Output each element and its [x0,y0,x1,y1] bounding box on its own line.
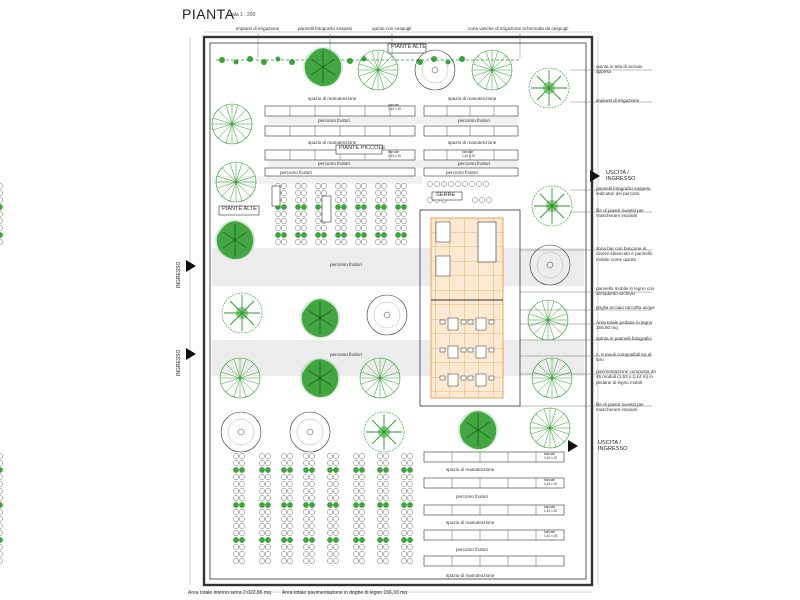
note-photo-wing: quinta in pannelli fotografici [596,336,652,341]
exit-label-1: USCITA / INGRESSO [606,170,636,183]
bench-tag-6: bancale 1,44 x 20 [544,505,558,513]
label-path-4: percorso fruitori [458,161,490,166]
exit-arrow-right-1 [590,170,600,182]
entrance-label-1: INGRESSO [176,261,182,288]
exit-arrow-right-2 [568,440,578,452]
scale-label: scala 1 : 200 [227,12,256,18]
label-path-8: percorso fruitori [330,352,362,357]
label-maintenance-3: spazio di manutenzione [308,140,357,145]
label-path-9: percorso fruitori [456,494,488,499]
bench-tag-4: bancale 1,44 x 20 [544,452,558,460]
bench-tag-2: bancale 1,44 x 20 [388,150,402,158]
note-photo-panels: pannelli fotografici sospesi indicatori dei percorsi [596,186,650,197]
bar-counter [478,222,496,262]
grey-path-2 [212,340,584,376]
label-tanks-top: zona vasche di irrigazione schermata da cespugli [468,26,569,31]
note-pillars-1: file di piastri rivestiti per mascherare impianti [596,208,644,219]
label-piante-piccole: PIANTE PICCOLE [339,145,386,151]
note-flooring: pavimentazione composta da 45 moduli (1,63 x 2,14 m) in pedane di legno mobili [596,369,656,385]
label-maintenance-2: spazio di manutenzione [448,96,497,101]
label-piante-alte-top: PIANTE ALTE [391,44,427,50]
page-title: PIANTA [182,6,235,22]
label-path-2: percorso fruitori [458,118,490,123]
label-piante-alte-left: PIANTE ALTE [222,206,258,212]
bench-tag-7: bancale 1,44 x 20 [544,530,558,538]
note-steel-curtain: quinta in tela di acciaio appesa [596,64,643,75]
pot-grid-lower [0,453,413,563]
grey-path-1 [212,248,584,286]
label-path-5: percorso fruitori [280,170,312,175]
bench-tag-5: bancale 1,44 x 20 [544,478,558,486]
label-path-10: percorso fruitori [456,547,488,552]
note-tables: n. 6 tavoli componibili tra di loro [596,352,652,363]
label-irrigation-top: impianti di irrigazione [236,26,280,31]
entrance-label-2: INGRESSO [176,349,182,376]
footer-area-pedane: Area totale pavimentazione in doghe di legno 156,33 mq [282,590,408,596]
note-platform-area: Area totale pedane in legno 156,60 mq [596,320,653,331]
note-irrigation: impianti di irrigazione [596,98,640,103]
label-serre: SERRE [436,192,456,198]
label-maintenance-1: spazio di manutenzione [308,96,357,101]
label-path-3: percorso fruitori [318,161,350,166]
label-photo-panels-top: pannelli fotografici sospesi [298,26,352,31]
entrance-arrow-left-1 [186,260,196,272]
note-pillars-2: file di piastri rivestiti per mascherare impianti [596,402,644,413]
entrance-arrow-left-2 [186,348,196,360]
label-path-1: percorso fruitori [318,118,350,123]
exit-label-2: USCITA / INGRESSO [598,440,628,453]
label-bush-wing-top: quinta con cespugli [372,26,412,31]
bench-tag-1: bancale 1,44 x 20 [388,103,402,111]
label-maintenance-7: spazio di manutenzione [446,573,495,578]
label-maintenance-6: spazio di manutenzione [446,520,495,525]
label-maintenance-4: spazio di manutenzione [448,140,497,145]
note-mobile-panel: pannello mobile in legno con armadietto-archivio [596,286,655,297]
footer-area-serra: Area totale interno serra 2.022,86 mq [188,590,271,596]
label-maintenance-5: spazio di manutenzione [446,467,495,472]
note-steel-grid: griglia acciaio raccolta acque [596,305,655,310]
grey-path-3 [212,176,422,184]
note-bar-zone: zona bar con bancone in rovere sbiancato e pannello mobile come quinta [596,246,653,262]
label-path-7: percorso fruitori [330,262,362,267]
bench-tag-3: bancale 1,44 x 20 [462,150,476,158]
label-path-6: percorso fruitori [446,170,478,175]
